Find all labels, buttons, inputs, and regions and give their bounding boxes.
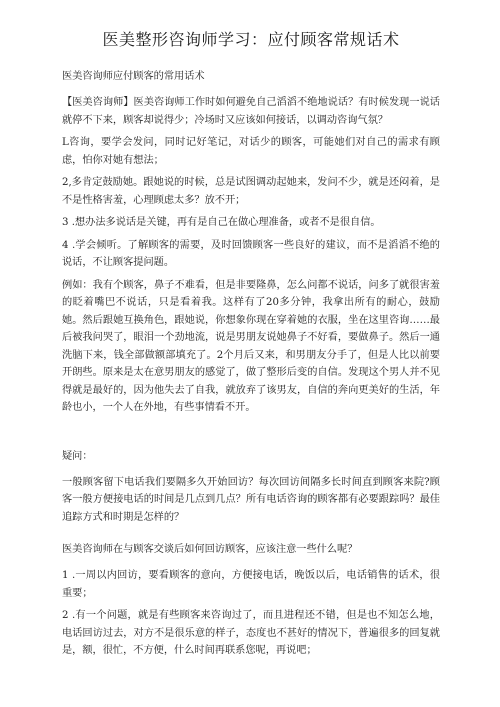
- document-title: 医美整形咨询师学习：应付顾客常规话术: [102, 30, 400, 49]
- paragraph-point-3: 3 .想办法多说话是关键，再有是自己在做心理准备，或者不是很自信。: [62, 217, 381, 228]
- paragraph-followup-2: 2 .有一个问题，就是有些顾客来咨询过了，而且进程还不错，但是也不知怎么地，电话回访过去，对方不是很乐意的样子，态度也不甚好的情况下，普遍很多的回复就是，额，很忙，不方便，什么时间再联系您呢，再说吧；: [62, 610, 440, 656]
- paragraph-questions: 一般顾客留下电话我们要隔多久开始回访？每次回访间隔多长时间直到顾客来院?顾客一般方便接电话的时间是几点到几点？所有电话咨询的顾客都有必要跟踪吗？最佳追踪方式和时期是怎样的？: [62, 476, 440, 523]
- followup-heading: 医美咨询师在与顾客交谈后如何回访顾客，应该注意一些什么呢？: [62, 544, 358, 555]
- paragraph-point-2: 2,多肯定鼓励她。跟她说的时候，总是试图调动起她来，发问不少，就是还闷着，是不是性格害羞，心理顾虑太多？放不开；: [62, 177, 440, 206]
- section-spacer: [62, 422, 440, 450]
- section-spacer: [62, 531, 440, 543]
- paragraph-example: 例如：我有个顾客，鼻子不难看，但是非要隆鼻，怎么问都不说话，问多了就很害羞的眨着嘴巴不说话，只是看着我。这样有了20多分钟，我拿出所有的耐心，鼓励她。然后跟她互换角色，跟她说，你想象你现在穿着她的衣服，坐在这里咨询……最后被我问哭了，眼泪一个劲地流，说是男朋友说她鼻子不好看，要做鼻子。然后一通洗脑下来，钱全部做额部填充了。2个月后又来，和男朋友分手了，但是人比以前要开朗些。原来是太在意男朋友的感觉了，做了整形后变的自信。发现这个男人并不见得就是最好的，因为他失去了自我，就放弃了该男友，自信的奔向更美好的生活，年龄也小，一个人在外地，有些事情看不开。: [62, 279, 440, 413]
- paragraph-point-4: 4 .学会倾听。了解顾客的需要，及时回馈顾客一些良好的建议，而不是滔滔不绝的说话，不让顾客提问题。: [62, 239, 440, 268]
- paragraph-followup-1: 1 .一周以内回访，要看顾客的意向，方便接电话，晚饭以后，电话销售的话术，很重要；: [62, 570, 440, 599]
- question-heading: 疑问：: [62, 450, 93, 462]
- paragraph-intro: 【医美咨询师】医美咨询师工作时如何避免自己滔滔不绝地说话？有时候发现一说话就停不下来，顾客却说得少；冷场时又应该如何接话，以调动咨询气氛？: [62, 97, 440, 126]
- paragraph-point-1: L咨询，要学会发问，同时记好笔记，对话少的顾客，可能她们对自己的需求有顾虑，怕你对她有想法；: [62, 137, 440, 166]
- document-subtitle: 医美咨询师应付顾客的常用话术: [62, 71, 205, 82]
